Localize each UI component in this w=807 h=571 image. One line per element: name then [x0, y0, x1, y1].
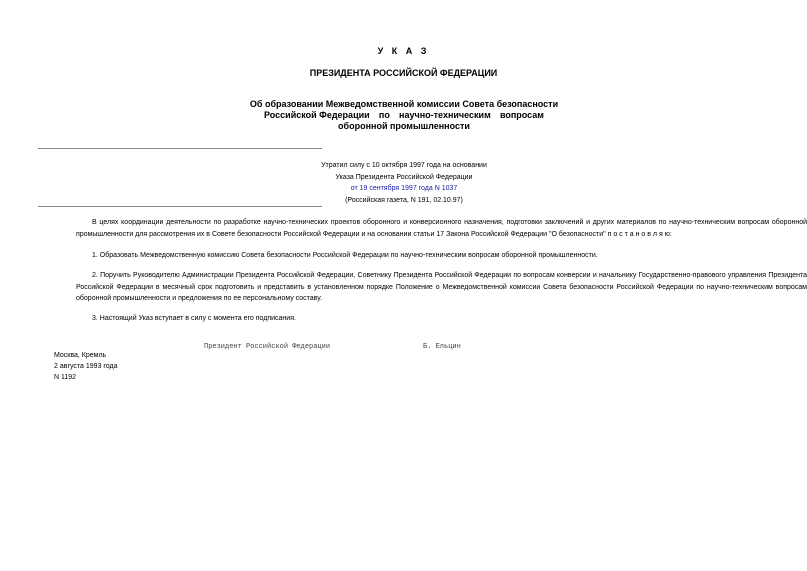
repeal-decree-link[interactable]: от 19 сентября 1997 года N 1037 [350, 185, 458, 192]
title-word: Российской Федерации [264, 110, 370, 120]
title-line-1: Об образовании Межведомственной комиссии Совета безопасности [249, 99, 559, 109]
title-line-3: оборонной промышленности [338, 121, 470, 131]
title-word: по [378, 110, 390, 120]
status-line-2: Указа Президента Российской Федерации [335, 173, 473, 181]
item-3-paragraph: 3. Настоящий Указ вступает в силу с момента его подписания. [92, 315, 296, 322]
title-line-2 [238, 110, 570, 121]
status-line-1: Утратил силу с 10 октября 1997 года на основании [321, 162, 487, 169]
divider-bottom [38, 206, 322, 207]
decree-number: N 1192 [54, 374, 77, 381]
preamble-paragraph: В целях координации деятельности по разработке научно-технических проектов оборонного и конверсионного назначения, подготовки заключений и других материалов по научно-техническим вопросам оборонной промышленности для рассмотрения их в Совете безопасности Российской Федерации и на основании статьи 17 Закона Российской Федерации "О безопасности" п о с т а н о в л я ю: [76, 219, 807, 238]
item-2-paragraph: 2. Поручить Руководителю Администрации Президента Российской Федерации, Советнику Президента Российской Федерации по вопросам конверсии и начальнику Государственно-правового управления Президента Российской Федерации в месячный срок подготовить и представить в установленном порядке Положение о Межведомственной комиссии Совета безопасности Российской Федерации по научно-техническим вопросам оборонной промышленности и предложения по ее персональному составу. [76, 272, 807, 302]
status-note [280, 160, 528, 206]
issuer-heading: ПРЕЗИДЕНТА РОССИЙСКОЙ ФЕДЕРАЦИИ [309, 68, 498, 78]
item-1-paragraph: 1. Образовать Межведомственную комиссию Совета безопасности Российской Федерации по научно-техническим вопросам оборонной промышленности. [92, 252, 598, 259]
signatory-position: Президент Российской Федерации [204, 343, 331, 351]
signing-date: 2 августа 1993 года [54, 363, 118, 370]
publication-source: (Российская газета, N 191, 02.10.97) [345, 196, 463, 204]
document-title [238, 99, 570, 132]
title-word: вопросам [499, 110, 544, 120]
title-word: научно-техническим [399, 110, 491, 120]
document-type-heading: У К А З [377, 46, 430, 56]
divider-top [38, 148, 322, 149]
signing-place: Москва, Кремль [54, 352, 107, 359]
signatory-name: Б. Ельцин [423, 343, 461, 351]
